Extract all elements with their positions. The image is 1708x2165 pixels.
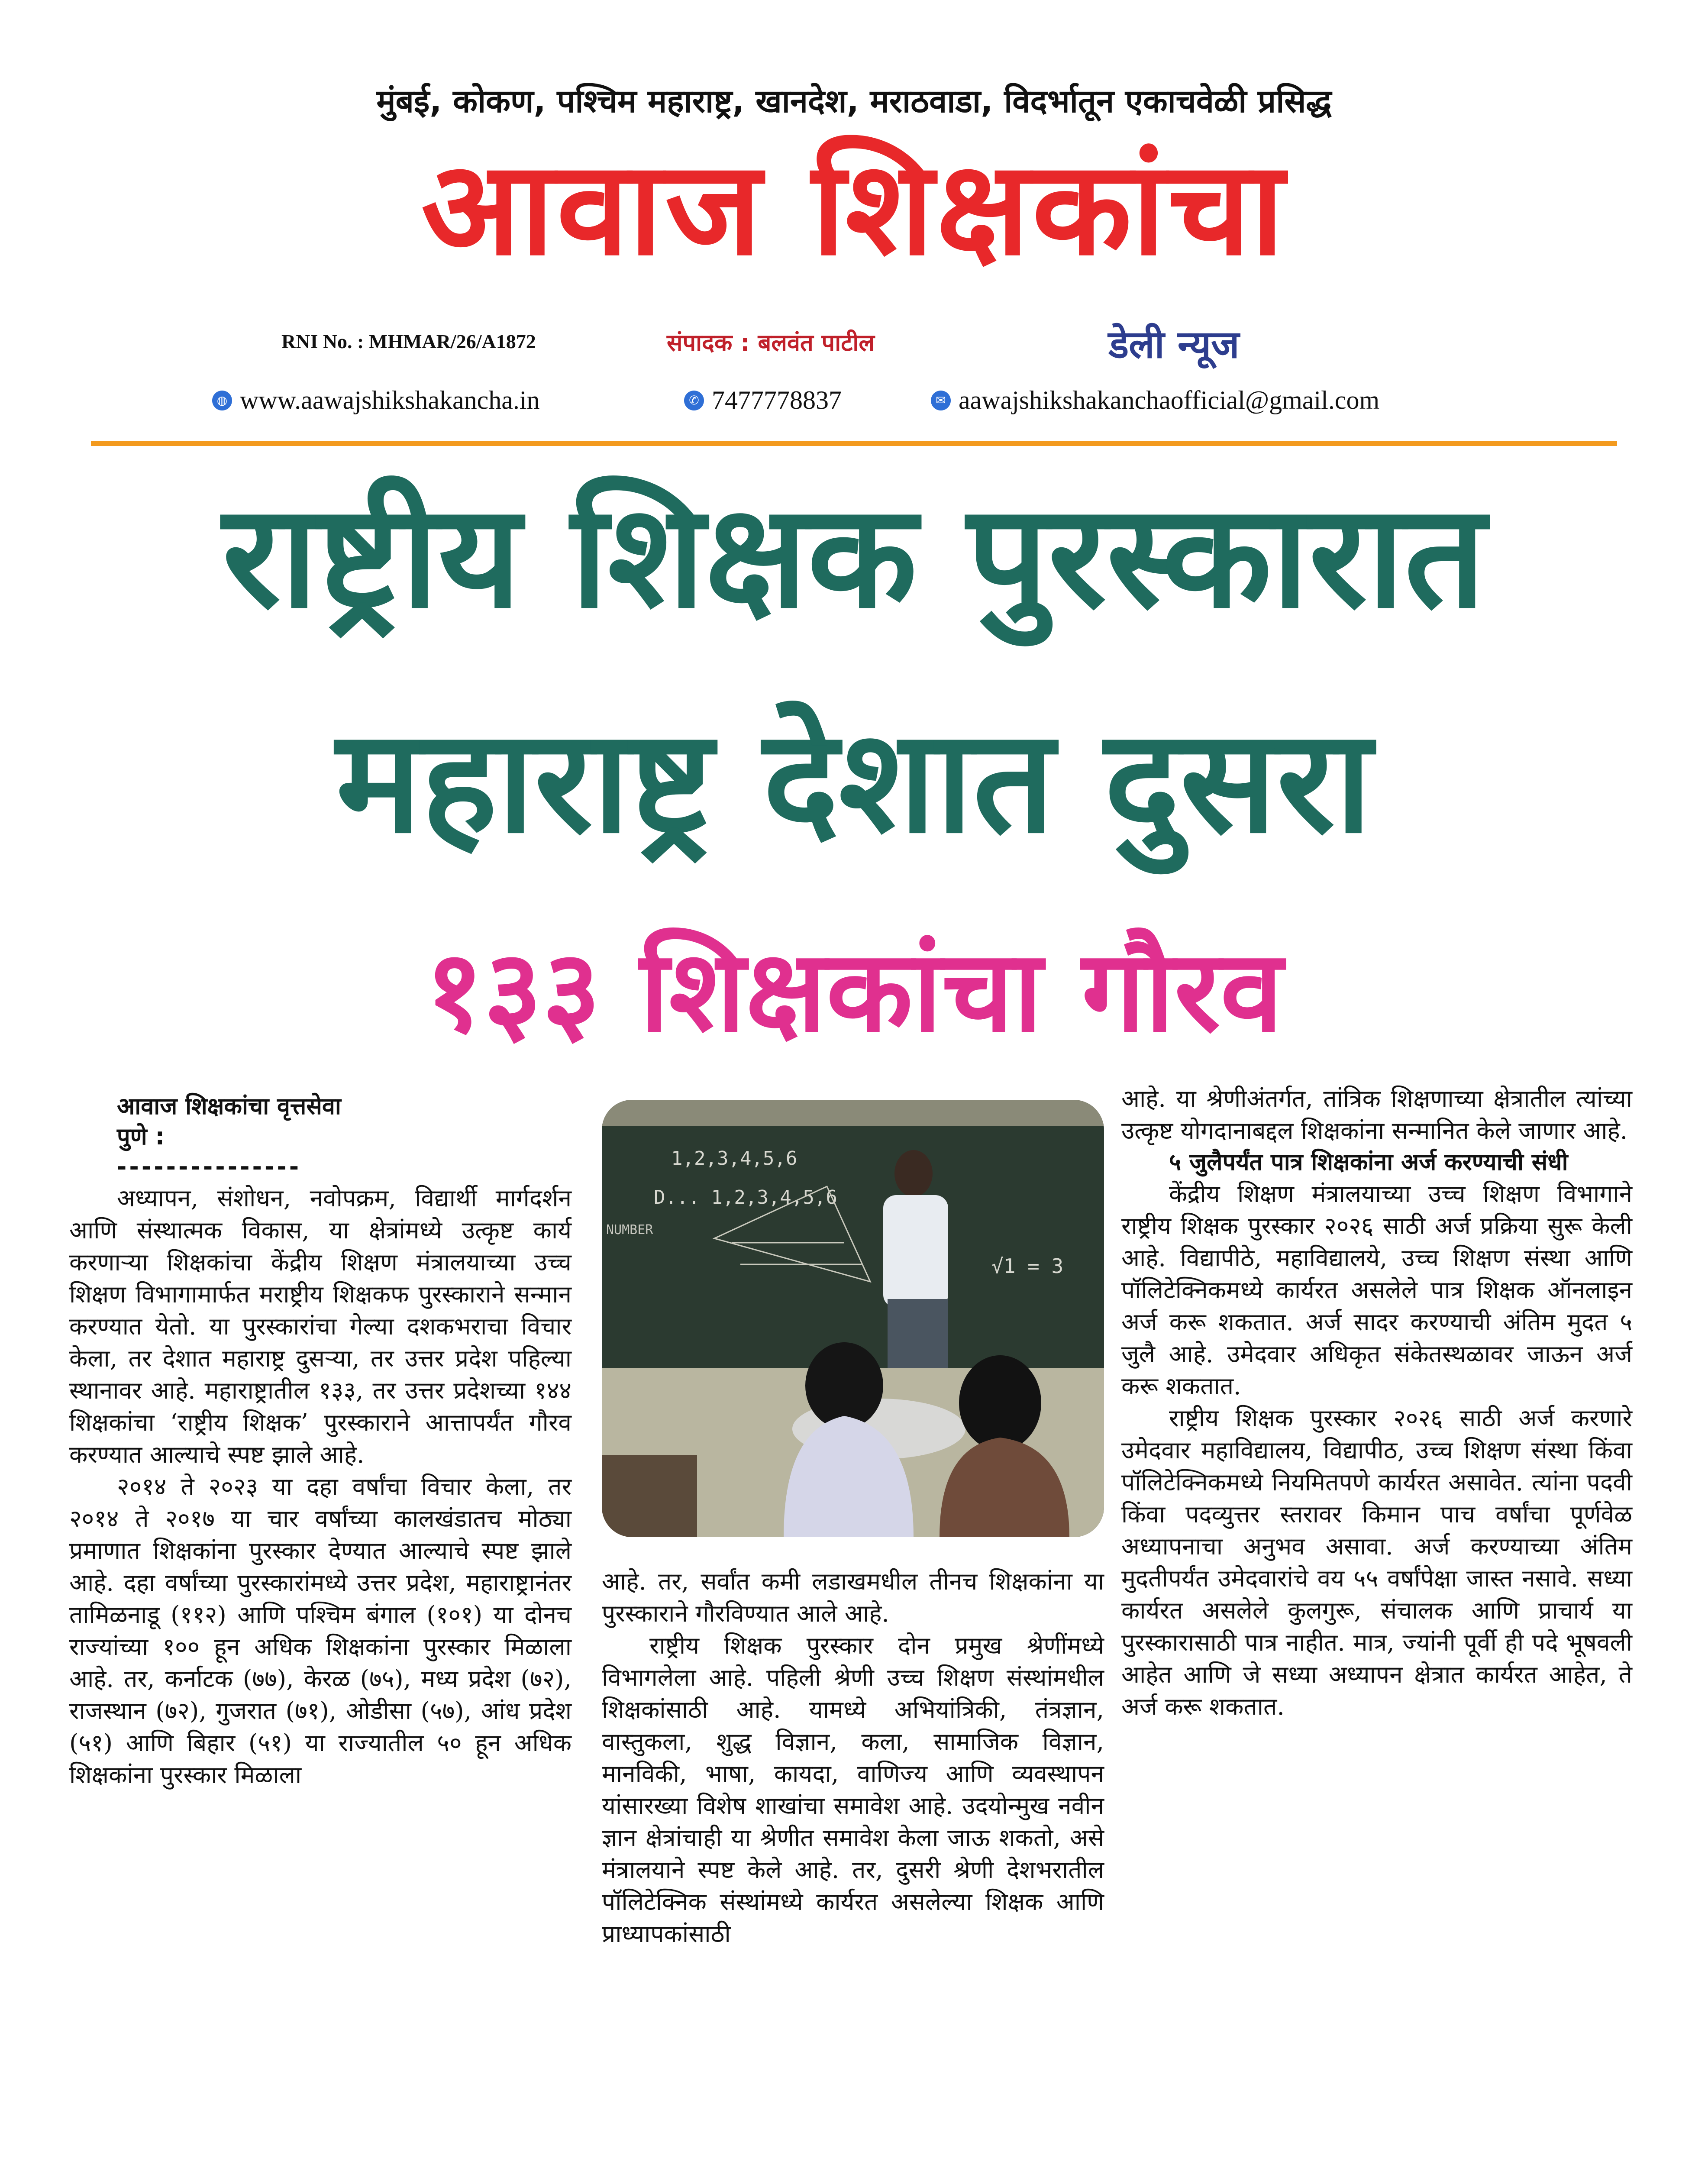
website-contact[interactable] [212, 385, 540, 415]
globe-icon: ◍ [212, 391, 232, 410]
classroom-photo [602, 1100, 1104, 1537]
email-text: aawajshikshakanchaofficial@gmail.com [959, 386, 1380, 414]
paragraph: अध्यापन, संशोधन, नवोपक्रम, विद्यार्थी मार्गदर्शन आणि संस्थात्मक विकास, या क्षेत्रांमध्ये उत्कृष्ट कार्य करणाऱ्या शिक्षकांचा केंद्रीय शिक्षण मंत्रालयाच्या उच्च शिक्षण विभागामार्फत मराष्ट्रीय शिक्षकफ पुरस्काराने सन्मान करण्यात येतो. या पुरस्कारांचा गेल्या दशकभराचा विचार केला, तर देशात महाराष्ट्र दुसऱ्या, तर उत्तर प्रदेश पहिल्या स्थानावर आहे. महाराष्ट्रातील १३३, तर उत्तर प्रदेशच्या १४४ शिक्षकांचा ‘राष्ट्रीय शिक्षक’ पुरस्काराने आत्तापर्यंत गौरव करण्यात आल्याचे स्पष्ट झाले आहे. [69, 1184, 571, 1468]
editor-name: संपादक : बलवंत पाटील [667, 329, 875, 356]
section-subheading: ५ जुलैपर्यंत पात्र शिक्षकांना अर्ज करण्याची संधी [1169, 1148, 1568, 1176]
rni-number: RNI No. : MHMAR/26/A1872 [281, 330, 536, 352]
headline-line-2: महाराष्ट्र देशात दुसरा [336, 698, 1372, 865]
board-text: 1,2,3,4,5,6 [671, 1147, 797, 1170]
header-divider [91, 441, 1617, 446]
edition-label: डेली न्यूज [1108, 322, 1240, 367]
classroom-illustration [602, 1100, 1104, 1537]
paragraph: आहे. तर, सर्वांत कमी लडाखमधील तीनच शिक्षकांना या पुरस्काराने गौरविण्यात आले आहे. [602, 1567, 1104, 1627]
paragraph: आहे. या श्रेणीअंतर्गत, तांत्रिक शिक्षणाच्या क्षेत्रातील त्यांच्या उत्कृष्ट योगदानाबद्दल शिक्षकांना सन्मानित केले जाणार आहे. [1121, 1085, 1632, 1144]
article-column-1 [69, 1091, 571, 1791]
phone-contact[interactable] [684, 385, 842, 415]
dateline: पुणे : [117, 1123, 165, 1150]
phone-text: 7477778837 [712, 386, 842, 414]
paragraph: राष्ट्रीय शिक्षक पुरस्कार दोन प्रमुख श्रेणींमध्ये विभागलेला आहे. पहिली श्रेणी उच्च शिक्षण संस्थांमधील शिक्षकांसाठी आहे. यामध्ये अभियांत्रिकी, तंत्रज्ञान, वास्तुकला, शुद्ध विज्ञान, कला, सामाजिक विज्ञान, मानविकी, भाषा, कायदा, वाणिज्य आणि व्यवस्थापन यांसारख्या विशेष शाखांचा समावेश आहे. उदयोन्मुख नवीन ज्ञान क्षेत्रांचाही या श्रेणीत समावेश केला जाऊ शकतो, असे मंत्रालयाने स्पष्ट केले आहे. तर, दुसरी श्रेणी देशभरातील पॉलिटेक्निक संस्थांमध्ये कार्यरत असलेल्या शिक्षक आणि प्राध्यापकांसाठी [602, 1632, 1104, 1948]
board-text: NUMBER [606, 1222, 653, 1238]
subheadline: १३३ शिक्षकांचा गौरव [425, 926, 1283, 1057]
board-text: √1 = 3 [991, 1254, 1064, 1278]
website-text: www.aawajshikshakancha.in [240, 386, 540, 414]
paragraph: राष्ट्रीय शिक्षक पुरस्कार २०२६ साठी अर्ज करणारे उमेदवार महाविद्यालय, विद्यापीठ, उच्च शिक्षण संस्था किंवा पॉलिटेक्निकमध्ये नियमितपणे कार्यरत असावेत. त्यांना पदवी किंवा पदव्युत्तर स्तरावर किमान पाच वर्षांचा पूर्णवेळ अध्यापनाचा अनुभव असावा. अर्ज करण्याच्या अंतिम मुदतीपर्यंत उमेदवारांचे वय ५५ वर्षांपेक्षा जास्त नसावे. सध्या कार्यरत असलेले कुलगुरू, संचालक आणि प्राचार्य या पुरस्कारासाठी पात्र नाहीत. मात्र, ज्यांनी पूर्वी ही पदे भूषवली आहेत आणि जे सध्या अध्यापन क्षेत्रात कार्यरत आहेत, ते अर्ज करू शकतात. [1121, 1404, 1632, 1720]
email-contact[interactable] [931, 385, 1379, 415]
article-column-3 [1121, 1082, 1632, 1722]
dash-separator: --------------- [117, 1153, 302, 1180]
board-text: D... 1,2,3,4,5,6 [654, 1186, 837, 1209]
news-source: आवाज शिक्षकांचा वृत्तसेवा [117, 1092, 341, 1120]
paragraph: केंद्रीय शिक्षण मंत्रालयाच्या उच्च शिक्षण विभागाने राष्ट्रीय शिक्षक पुरस्कार २०२६ साठी अर्ज प्रक्रिया सुरू केली आहे. विद्यापीठे, महाविद्यालये, उच्च शिक्षण संस्था आणि पॉलिटेक्निकमध्ये कार्यरत असलेले पात्र शिक्षक ऑनलाइन अर्ज करू शकतात. अर्ज सादर करण्याची अंतिम मुदत ५ जुलै आहे. उमेदवार अधिकृत संकेतस्थळावर जाऊन अर्ज करू शकतात. [1121, 1180, 1632, 1400]
mail-icon: ✉ [931, 391, 951, 410]
masthead-title: आवाज शिक्षकांचा [421, 131, 1287, 284]
tagline: मुंबई, कोकण, पश्चिम महाराष्ट्र, खानदेश, मराठवाडा, विदर्भातून एकाचवेळी प्रसिद्ध [376, 83, 1332, 120]
phone-icon: ✆ [684, 391, 704, 410]
article-column-2 [602, 1565, 1104, 1950]
paragraph: २०१४ ते २०२३ या दहा वर्षांचा विचार केला, तर २०१४ ते २०१७ या चार वर्षांच्या कालखंडातच मोठ्या प्रमाणात शिक्षकांना पुरस्कार देण्यात आल्याचे स्पष्ट झाले आहे. दहा वर्षांच्या पुरस्कारांमध्ये उत्तर प्रदेश, महाराष्ट्रानंतर तामिळनाडू (११२) आणि पश्चिम बंगाल (१०१) या दोनच राज्यांच्या १०० हून अधिक शिक्षकांना पुरस्कार मिळाला आहे. तर, कर्नाटक (७७), केरळ (७५), मध्य प्रदेश (७२), राजस्थान (७२), गुजरात (७१), ओडीसा (५७), आंध प्रदेश (५१) आणि बिहार (५१) या राज्यातील ५० हून अधिक शिक्षकांना पुरस्कार मिळाला [69, 1473, 571, 1789]
headline-line-1: राष्ट्रीय शिक्षक पुरस्कारात [222, 473, 1486, 640]
